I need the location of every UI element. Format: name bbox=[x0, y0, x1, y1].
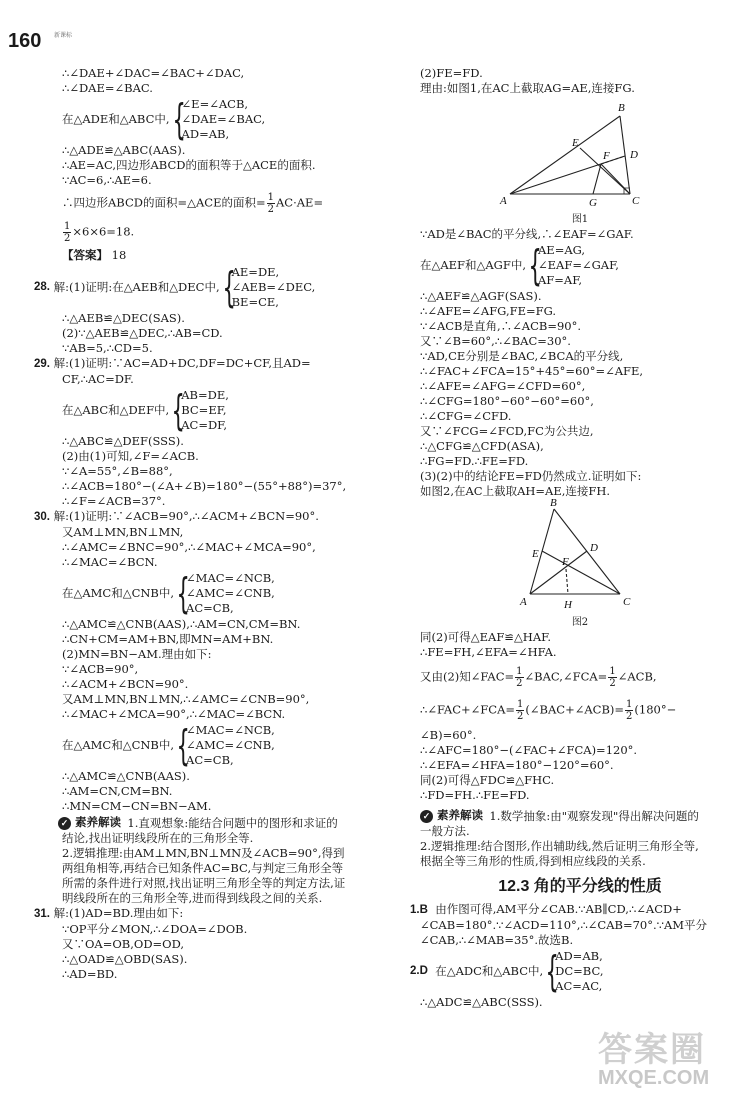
text-line: 29. 解:(1)证明:∵AC=AD+DC,DF=DC+CF,且AD= bbox=[34, 356, 311, 370]
brace-icon: { bbox=[176, 568, 190, 618]
text-line: (2)MN=BN−AM.理由如下: bbox=[62, 647, 212, 661]
text-line: ∴∠AMC=∠BNC=90°,∴∠MAC+∠MCA=90°, bbox=[62, 540, 316, 554]
text-line: ∴∠MAC+∠MCA=90°,∴∠MAC=∠BCN. bbox=[62, 707, 286, 721]
note-line: 结论,找出证明线段所在的三角形全等. bbox=[62, 831, 254, 845]
text-line: ∠B)=60°. bbox=[420, 728, 477, 742]
check-badge-icon: ✓ bbox=[420, 810, 433, 823]
fraction: $\frac{1}{2}$ bbox=[64, 221, 71, 244]
text-line: ∴∠MAC=∠BCN. bbox=[62, 555, 158, 569]
text-line: 31. 解:(1)AD=BD.理由如下: bbox=[34, 906, 184, 920]
text-line: ∴∠ACM+∠BCN=90°. bbox=[62, 677, 189, 691]
text-line: 又∵OA=OB,OD=OD, bbox=[62, 937, 185, 951]
text-line: ∴∠F=∠ACB=37°. bbox=[62, 494, 166, 508]
point-label: E bbox=[572, 137, 579, 149]
point-label: D bbox=[630, 149, 638, 161]
text-line: ∴AM=CN,CM=BN. bbox=[62, 784, 173, 798]
triangle-diagram-2 bbox=[420, 499, 740, 611]
text-line: ∴∠AFC=180°−(∠FAC+∠FCA)=120°. bbox=[420, 743, 638, 757]
text-line: ∴MN=CM−CN=BN−AM. bbox=[62, 799, 212, 813]
watermark-url: MXQE.COM bbox=[598, 1067, 710, 1089]
fraction: $\frac{1}{2}$ bbox=[626, 699, 633, 722]
brace-icon: { bbox=[172, 94, 186, 144]
text-line: ∴△ADC≌△ABC(SSS). bbox=[420, 995, 543, 1009]
text-line: CF,∴AC=DF. bbox=[62, 372, 134, 386]
point-label: H bbox=[564, 599, 572, 611]
text-line: 又AM⊥MN,BN⊥MN, bbox=[62, 525, 184, 539]
figure-1 bbox=[420, 96, 740, 227]
check-badge-icon: ✓ bbox=[58, 817, 71, 830]
right-column bbox=[410, 66, 740, 1010]
text-line: ∴FE=FH,∠EFA=∠HFA. bbox=[420, 645, 557, 659]
text-line: 同(2)可得△EAF≌△HAF. bbox=[420, 630, 551, 644]
figure-caption: 图1 bbox=[571, 214, 589, 225]
text-line: (2)FE=FD. bbox=[420, 66, 483, 80]
section-title: 12.3 角的平分线的性质 bbox=[498, 878, 662, 895]
text-line: ∴△AMC≌△CNB(AAS),∴AM=CN,CM=BN. bbox=[62, 617, 301, 631]
brace-icon: { bbox=[528, 240, 542, 290]
point-label: F bbox=[603, 150, 610, 162]
text-line: ∴CN+CM=AM+BN,即MN=AM+BN. bbox=[62, 632, 274, 646]
text-line: ∴△AEB≌△DEC(SAS). bbox=[62, 311, 185, 325]
brace-icon: { bbox=[171, 385, 186, 435]
point-label: D bbox=[590, 542, 598, 554]
brace-icon: { bbox=[545, 946, 560, 996]
literacy-note-header: ✓ 素养解读 1.直观想象:能结合问题中的图形和求证的 bbox=[58, 816, 382, 831]
literacy-note-header: ✓ 素养解读 1.数学抽象:由"观察发现"得出解决问题的 bbox=[420, 809, 740, 824]
text-line: ∴∠CFG=180°−60°−60°=60°, bbox=[420, 394, 594, 408]
text-line: ∵∠A=55°,∠B=88°, bbox=[62, 464, 173, 478]
text-line: ∵∠ACB=90°, bbox=[62, 662, 139, 676]
site-watermark bbox=[598, 1022, 709, 1090]
text-line: ∴∠EFA=∠HFA=180°−120°=60°. bbox=[420, 758, 614, 772]
text-line: ∵OP平分∠MON,∴∠DOA=∠DOB. bbox=[62, 922, 248, 936]
text-line: ∴AD=BD. bbox=[62, 967, 118, 981]
brace-icon: { bbox=[176, 720, 190, 770]
note-line: 2.逻辑推理:结合图形,作出辅助线,然后证明三角形全等, bbox=[420, 839, 699, 853]
point-label: B bbox=[618, 102, 625, 114]
text-line: ∠CAB,∴∠MAB=35°.故选B. bbox=[420, 933, 574, 947]
figure-caption: 图2 bbox=[571, 617, 589, 628]
text-line: ∵AD是∠BAC的平分线,∴∠EAF=∠GAF. bbox=[420, 227, 634, 241]
fraction: $\frac{1}{2}$ bbox=[609, 666, 616, 689]
note-line: 根据全等三角形的性质,得到相应线段的关系. bbox=[420, 854, 646, 868]
point-label: C bbox=[623, 596, 631, 608]
point-label: A bbox=[500, 195, 507, 207]
text-line: ∴∠DAE=∠BAC. bbox=[62, 81, 153, 95]
text-line: 又由(2)知∠FAC= $\frac{1}{2}$ ∠BAC,∠FCA= $\frac{1}{2}$ ∠ACB, bbox=[420, 666, 657, 689]
fraction: $\frac{1}{2}$ bbox=[267, 192, 274, 215]
equation-system: 在△ADE和△ABC中, { ∠E=∠ACB, ∠DAE=∠BAC, AD=AB, bbox=[62, 94, 266, 144]
text-line: ∴FD=FH.∴FE=FD. bbox=[420, 788, 530, 802]
page-header-label: 新课标 bbox=[54, 32, 73, 39]
text-line: ∵AC=6,∴AE=6. bbox=[62, 173, 152, 187]
answer-line: 【答案】 18 bbox=[62, 248, 127, 262]
equation-system: 在△AEF和△AGF中, { AE=AG, ∠EAF=∠GAF, AF=AF, bbox=[420, 240, 619, 290]
equation-system: 在△AMC和△CNB中, { ∠MAC=∠NCB, ∠AMC=∠CNB, AC=CB, bbox=[62, 720, 275, 770]
text-line: ∴∠FAC+∠FCA=15°+45°=60°=∠AFE, bbox=[420, 364, 644, 378]
note-line: 所需的条件进行对照,找出证明三角形全等的判定方法,证 bbox=[62, 876, 346, 890]
note-line: 两组角相等,再结合已知条件AC=BC,与判定三角形全等 bbox=[62, 861, 344, 875]
equation-system: 28. 解:(1)证明:在△AEB和△DEC中, { AE=DE, ∠AEB=∠DEC, BE=CE, bbox=[34, 262, 316, 312]
page-number: 160 bbox=[8, 30, 42, 52]
text-line: ∴△OAD≌△OBD(SAS). bbox=[62, 952, 188, 966]
text-line: ∴∠CFG=∠CFD. bbox=[420, 409, 512, 423]
text-line: ∴AE=AC,四边形ABCD的面积等于△ACE的面积. bbox=[62, 158, 316, 172]
note-line: 2.逻辑推理:由AM⊥MN,BN⊥MN及∠ACB=90°,得到 bbox=[62, 846, 345, 860]
equation-system: 在△AMC和△CNB中, { ∠MAC=∠NCB, ∠AMC=∠CNB, AC=CB, bbox=[62, 568, 275, 618]
text-line: 同(2)可得△FDC≌△FHC. bbox=[420, 773, 555, 787]
watermark-logo: 答案圈 bbox=[598, 1031, 706, 1069]
point-label: C bbox=[632, 195, 640, 207]
brace-icon: { bbox=[222, 262, 236, 312]
text-line: $\frac{1}{2}$ ×6×6=18. bbox=[64, 221, 135, 244]
text-line: ∴∠DAE+∠DAC=∠BAC+∠DAC, bbox=[62, 66, 245, 80]
text-line: ∴△ADE≌△ABC(AAS). bbox=[62, 143, 186, 157]
text-line: ∴FG=FD.∴FE=FD. bbox=[420, 454, 529, 468]
text-line: (2)∵△AEB≌△DEC,∴AB=CD. bbox=[62, 326, 223, 340]
text-line: ∵AB=5,∴CD=5. bbox=[62, 341, 153, 355]
text-line: 30. 解:(1)证明:∵∠ACB=90°,∴∠ACM+∠BCN=90°. bbox=[34, 509, 319, 523]
text-line: ∴∠ACB=180°−(∠A+∠B)=180°−(55°+88°)=37°, bbox=[62, 479, 347, 493]
text-line: 如图2,在AC上截取AH=AE,连接FH. bbox=[420, 484, 611, 498]
text-line: 又∵∠B=60°,∴∠BAC=30°. bbox=[420, 334, 571, 348]
text-line: ∴∠AFE=∠AFG,FE=FG. bbox=[420, 304, 557, 318]
text-line: ∴△AMC≌△CNB(AAS). bbox=[62, 769, 190, 783]
point-label: G bbox=[589, 197, 597, 208]
left-column bbox=[34, 66, 382, 982]
text-line: ∠CAB=180°.∵∠ACD=110°,∴∠CAB=70°.∵AM平分 bbox=[420, 918, 708, 932]
text-line: ∵∠ACB是直角,∴∠ACB=90°. bbox=[420, 319, 582, 333]
text-line: ∴△AEF≌△AGF(SAS). bbox=[420, 289, 542, 303]
note-line: 明线段所在的三角形全等,进而得到线段之间的关系. bbox=[62, 891, 323, 905]
point-label: F bbox=[562, 556, 569, 568]
text-line: (2)由(1)可知,∠F=∠ACB. bbox=[62, 449, 199, 463]
text-line: 1.B 由作图可得,AM平分∠CAB.∵AB∥CD,∴∠ACD+ bbox=[410, 902, 682, 916]
text-line: (3)(2)中的结论FE=FD仍然成立.证明如下: bbox=[420, 469, 642, 483]
text-line: ∴∠FAC+∠FCA= $\frac{1}{2}$ (∠BAC+∠ACB)= $\frac{1}{2}$ (180°− bbox=[420, 699, 677, 722]
point-label: E bbox=[532, 548, 539, 560]
text-line: ∴△CFG≌△CFD(ASA), bbox=[420, 439, 544, 453]
point-label: A bbox=[520, 596, 527, 608]
text-line: ∴∠AFE=∠AFG=∠CFD=60°, bbox=[420, 379, 586, 393]
text-line: ∴四边形ABCD的面积=△ACE的面积= $\frac{1}{2}$ AC·AE= bbox=[62, 192, 324, 215]
fraction: $\frac{1}{2}$ bbox=[517, 699, 524, 722]
text-line: 理由:如图1,在AC上截取AG=AE,连接FG. bbox=[420, 81, 635, 95]
note-line: 一般方法. bbox=[420, 824, 470, 838]
point-label: B bbox=[550, 499, 557, 509]
text-line: 又∵∠FCG=∠FCD,FC为公共边, bbox=[420, 424, 594, 438]
triangle-diagram-1 bbox=[420, 96, 740, 208]
equation-system: 2.D 在△ADC和△ABC中, { AD=AB, DC=BC, AC=AC, bbox=[410, 946, 604, 996]
text-line: ∵AD,CE分别是∠BAC,∠BCA的平分线, bbox=[420, 349, 624, 363]
text-line: 又AM⊥MN,BN⊥MN,∴∠AMC=∠CNB=90°, bbox=[62, 692, 310, 706]
figure-2 bbox=[420, 499, 740, 630]
fraction: $\frac{1}{2}$ bbox=[516, 666, 523, 689]
text-line: ∴△ABC≌△DEF(SSS). bbox=[62, 434, 184, 448]
equation-system: 在△ABC和△DEF中, { AB=DE, BC=EF, AC=DF, bbox=[62, 385, 229, 435]
